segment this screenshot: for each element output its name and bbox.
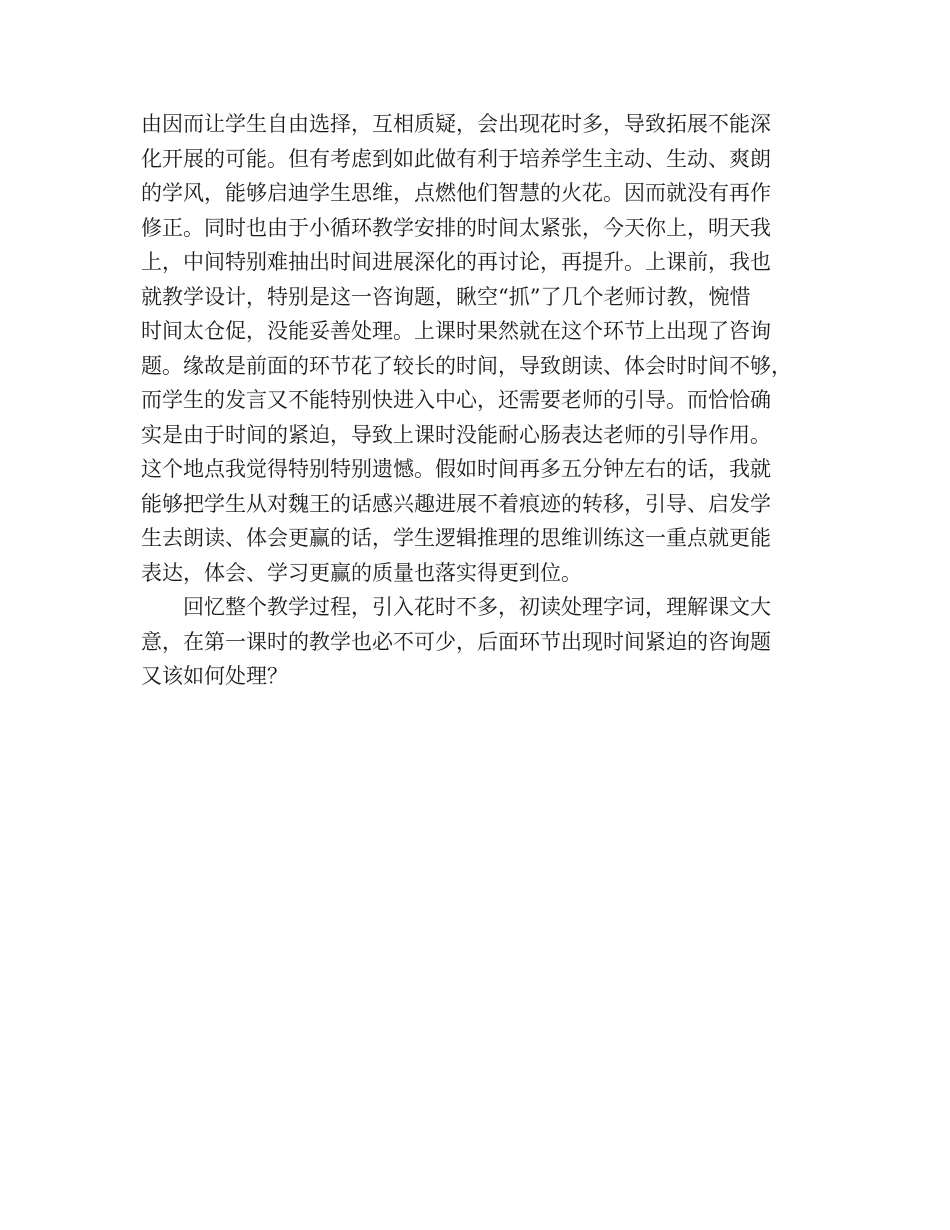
- text-line: 的学风，能够启迪学生思维，点燃他们智慧的火花。因而就没有再作: [141, 181, 771, 205]
- text-line: 由因而让学生自由选择，互相质疑，会出现花时多，导致拓展不能深: [141, 112, 771, 136]
- text-line: 这个地点我觉得特别特别遗憾。假如时间再多五分钟左右的话，我就: [141, 457, 771, 481]
- text-line: 又该如何处理？: [141, 664, 288, 688]
- text-line: 题。缘故是前面的环节花了较长的时间，导致朗读、体会时时间不够，: [141, 353, 792, 378]
- text-line: 表达，体会、学习更赢的质量也落实得更到位。: [141, 560, 582, 585]
- text-line: 修正。同时也由于小循环教学安排的时间太紧张，今天你上，明天我: [141, 215, 771, 240]
- text-line: 回忆整个教学过程，引入花时不多，初读处理字词，理解课文大: [183, 595, 771, 619]
- text-line: 上，中间特别难抽出时间进展深化的再讨论，再提升。上课前，我也: [141, 250, 771, 274]
- text-line: 生去朗读、体会更赢的话，学生逻辑推理的思维训练这一重点就更能: [141, 526, 771, 550]
- text-line: 意，在第一课时的教学也必不可少，后面环节出现时间紧迫的咨询题: [141, 629, 771, 654]
- text-line: 实是由于时间的紧迫，导致上课时没能耐心肠表达老师的引导作用。: [141, 422, 771, 447]
- paragraph-2: [141, 590, 831, 694]
- text-line: 能够把学生从对魏王的话感兴趣进展不着痕迹的转移，引导、启发学: [141, 491, 771, 516]
- paragraph-1: [141, 107, 831, 590]
- text-line: 时间太仓促，没能妥善处理。上课时果然就在这个环节上出现了咨询: [141, 319, 771, 343]
- text-line: 化开展的可能。但有考虑到如此做有利于培养学生主动、生动、爽朗: [141, 146, 771, 171]
- text-line: 而学生的发言又不能特别快进入中心，还需要老师的引导。而恰恰确: [141, 388, 771, 412]
- text-line: 就教学设计，特别是这一咨询题，瞅空“抓”了几个老师讨教，惋惜: [141, 284, 751, 309]
- document-body: [141, 107, 831, 694]
